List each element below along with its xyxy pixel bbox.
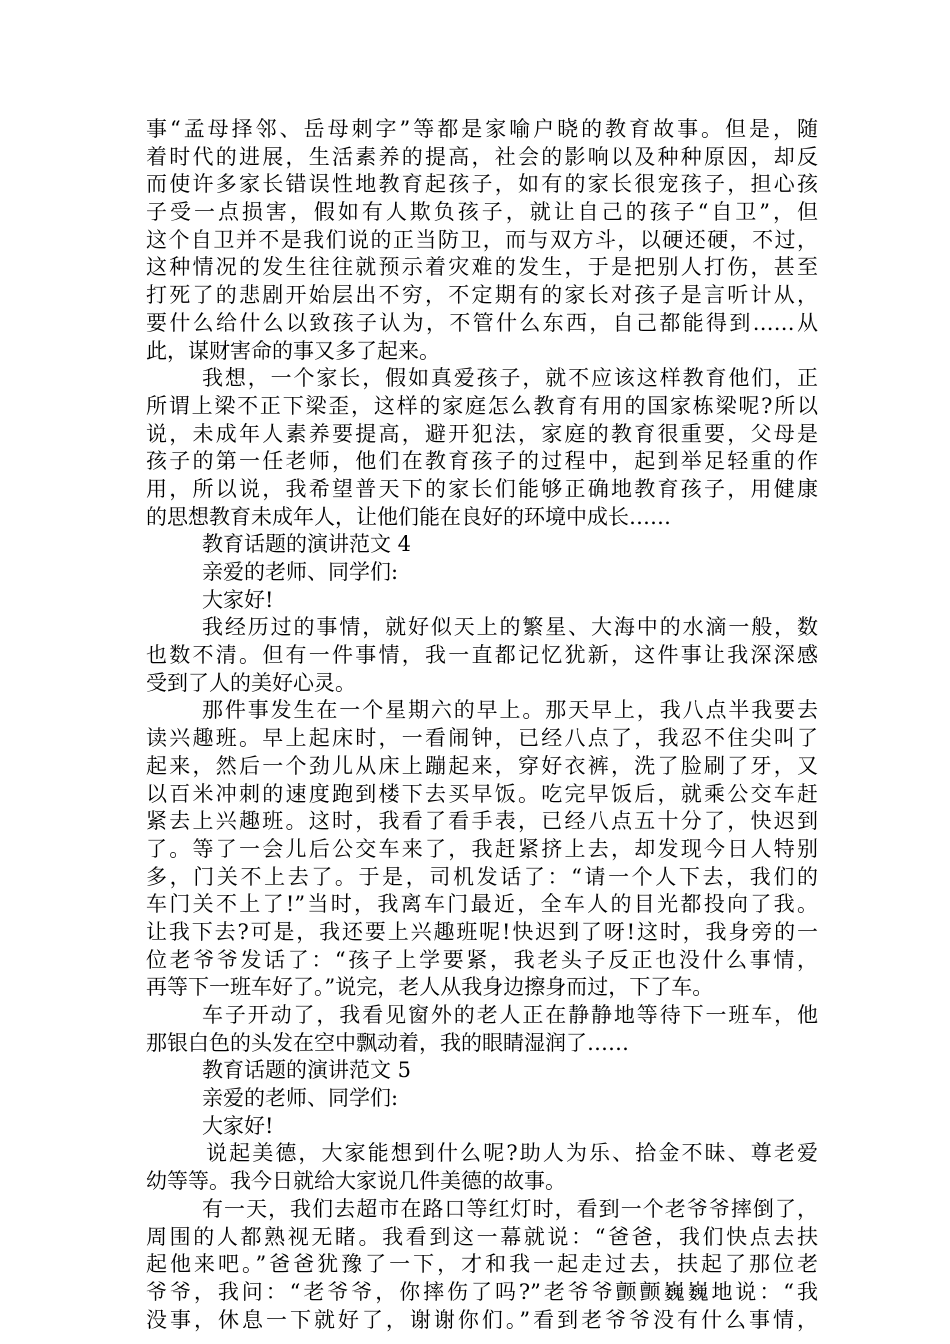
text-line: 着时代的进展，生活素养的提高，社会的影响以及种种原因，却反: [146, 144, 818, 169]
text-line: 车门关不上了!”当时，我离车门最近，全车人的目光都投向了我。: [146, 892, 818, 917]
text-line: 那银白色的头发在空中飘动着，我的眼睛湿润了……: [146, 1030, 629, 1055]
text-line: 受到了人的美好心灵。: [146, 670, 356, 695]
text-line: 说，未成年人素养要提高，避开犯法，家庭的教育很重要，父母是: [146, 421, 818, 446]
text-line: 爷爷，我问：“老爷爷，你摔伤了吗?”老爷爷颤颤巍巍地说：“我: [146, 1279, 818, 1304]
text-line: 我经历过的事情，就好似天上的繁星、大海中的水滴一般，数: [202, 615, 818, 640]
text-line: 起他来吧。”爸爸犹豫了一下，才和我一起走过去，扶起了那位老: [146, 1252, 818, 1277]
text-line: 我想，一个家长，假如真爱孩子，就不应该这样教育他们，正: [202, 366, 818, 391]
text-line: 也数不清。但有一件事情，我一直都记忆犹新，这件事让我深深感: [146, 643, 818, 668]
text-line: 幼等等。我今日就给大家说几件美德的故事。: [146, 1169, 566, 1194]
text-line: 了。等了一会儿后公交车来了，我赶紧挤上去，却发现今日人特别: [146, 836, 818, 861]
text-line: 要什么给什么以致孩子认为，不管什么东西，自己都能得到……从: [146, 310, 818, 335]
text-line: 这个自卫并不是我们说的正当防卫，而与双方斗，以硬还硬，不过，: [146, 227, 818, 252]
text-line: 有一天，我们去超市在路口等红灯时，看到一个老爷爷摔倒了，: [202, 1196, 818, 1221]
text-line: 亲爱的老师、同学们:: [202, 560, 399, 584]
text-line: 而使许多家长错误性地教育起孩子，如有的家长很宠孩子，担心孩: [146, 172, 818, 197]
text-line: 再等下一班车好了。”说完，老人从我身边擦身而过，下了车。: [146, 975, 714, 1000]
text-line: 没事，休息一下就好了，谢谢你们。”看到老爷爷没有什么事情，: [146, 1307, 818, 1332]
text-line: 多，门关不上去了。于是，司机发话了：“请一个人下去，我们的: [146, 864, 818, 889]
text-line: 用，所以说，我希望普天下的家长们能够正确地教育孩子，用健康: [146, 476, 818, 501]
text-line: 教育话题的演讲范文 5: [202, 1058, 412, 1083]
text-line: 说起美德，大家能想到什么呢?助人为乐、拾金不昧、尊老爱: [206, 1141, 818, 1166]
text-line: 紧去上兴趣班。这时，我看了看手表，已经八点五十分了，快迟到: [146, 809, 818, 834]
text-line: 周围的人都熟视无睹。我看到这一幕就说：“爸爸，我们快点去扶: [146, 1224, 818, 1249]
text-line: 教育话题的演讲范文 4: [202, 532, 412, 557]
text-line: 亲爱的老师、同学们:: [202, 1086, 399, 1111]
text-line: 子受一点损害，假如有人欺负孩子，就让自己的孩子“自卫”，但: [146, 200, 818, 225]
text-line: 起来，然后一个劲儿从床上蹦起来，穿好衣裤，洗了脸刷了牙，又: [146, 753, 818, 778]
document-page: [146, 116, 818, 1334]
text-line: 大家好!: [202, 587, 274, 612]
text-line: 大家好!: [202, 1113, 274, 1138]
text-line: 打死了的悲剧开始层出不穷，不定期有的家长对孩子是言听计从，: [146, 283, 818, 308]
text-line: 此，谋财害命的事又多了起来。: [146, 338, 440, 363]
text-line: 孩子的第一任老师，他们在教育孩子的过程中，起到举足轻重的作: [146, 449, 818, 474]
text-line: 所谓上梁不正下梁歪，这样的家庭怎么教育有用的国家栋梁呢?所以: [146, 393, 818, 418]
text-line: 这种情况的发生往往就预示着灾难的发生，于是把别人打伤，甚至: [146, 255, 818, 280]
text-line: 让我下去?可是，我还要上兴趣班呢!快迟到了呀!这时，我身旁的一: [146, 919, 818, 944]
text-line: 以百米冲刺的速度跑到楼下去买早饭。吃完早饭后，就乘公交车赶: [146, 781, 818, 806]
text-line: 位老爷爷发话了：“孩子上学要紧，我老头子反正也没什么事情，: [146, 947, 818, 972]
text-line: 车子开动了，我看见窗外的老人正在静静地等待下一班车，他: [202, 1003, 818, 1027]
text-line: 事“孟母择邻、岳母刺字”等都是家喻户晓的教育故事。但是，随: [146, 117, 818, 141]
text-line: 读兴趣班。早上起床时，一看闹钟，已经八点了，我忍不住尖叫了: [146, 726, 818, 751]
text-line: 那件事发生在一个星期六的早上。那天早上，我八点半我要去: [202, 698, 818, 723]
text-line: 的思想教育未成年人，让他们能在良好的环境中成长……: [146, 504, 671, 529]
